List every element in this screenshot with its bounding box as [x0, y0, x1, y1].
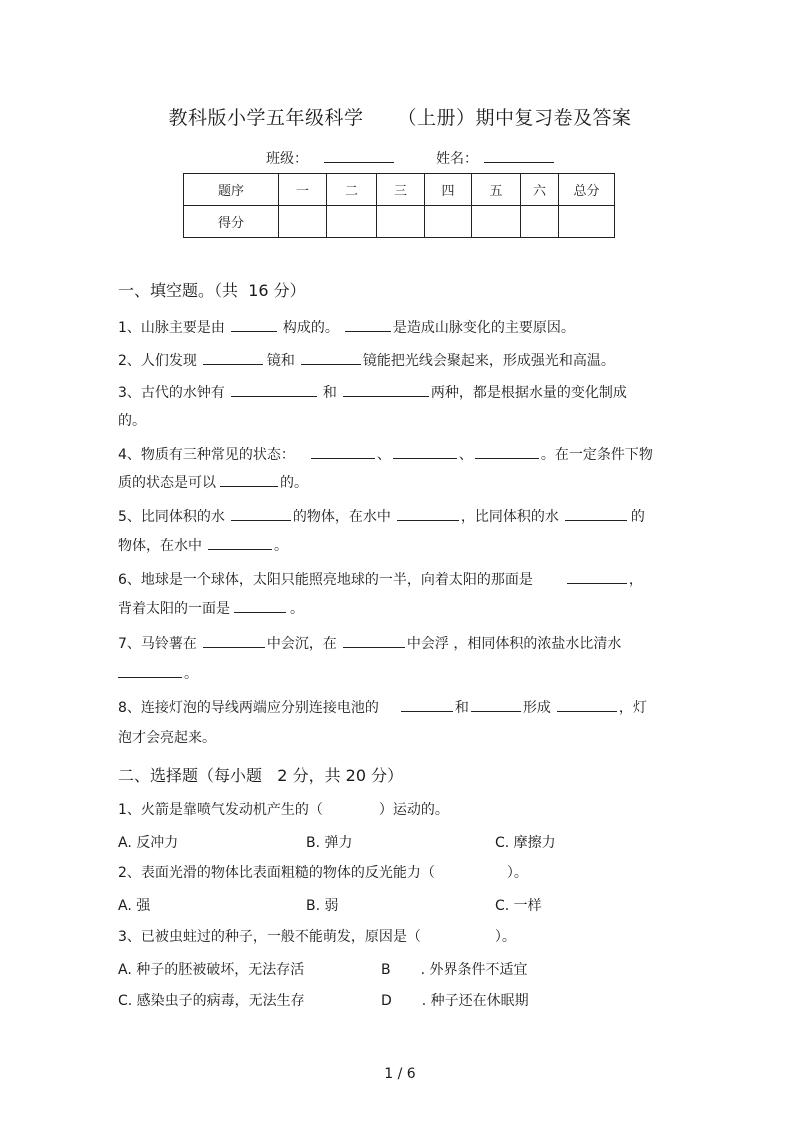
score-header-cell: 四 — [425, 174, 472, 206]
score-header-cell: 三 — [377, 174, 425, 206]
answer-blank[interactable] — [231, 318, 277, 332]
score-table-row — [184, 206, 615, 238]
answer-blank[interactable] — [301, 351, 361, 365]
class-label: 班级： — [266, 151, 308, 167]
section2-heading: 二、选择题（每小题 2 分，共 20 分） — [118, 766, 404, 785]
score-cell[interactable] — [377, 206, 425, 238]
answer-blank[interactable] — [401, 698, 453, 712]
answer-blank[interactable] — [475, 445, 539, 459]
question-1-1: 1、山脉主要是由 构成的。 是造成山脉变化的主要原因。 — [118, 320, 575, 336]
option-2-3-d[interactable]: D . 种子还在休眠期 — [381, 993, 529, 1009]
question-1-8: 8、连接灯泡的导线两端应分别连接电池的 和 形成 ，灯 — [118, 700, 647, 716]
name-label: 姓名： — [436, 151, 478, 167]
question-1-8-cont: 泡才会亮起来。 — [118, 730, 216, 746]
score-header-cell: 题序 — [184, 174, 279, 206]
question-1-7: 7、马铃薯在 中会沉，在 中会浮 ，相同体积的浓盐水比清水 — [118, 636, 622, 652]
score-cell[interactable] — [425, 206, 472, 238]
question-1-5-cont: 物体，在水中 。 — [118, 538, 288, 554]
answer-blank[interactable] — [557, 698, 617, 712]
option-2-2-b[interactable]: B. 弱 — [306, 898, 339, 914]
score-cell[interactable] — [559, 206, 615, 238]
answer-blank[interactable] — [471, 698, 521, 712]
answer-blank[interactable] — [393, 445, 457, 459]
question-1-3: 3、古代的水钟有 和 两种，都是根据水量的变化制成 — [118, 385, 627, 401]
answer-blank[interactable] — [231, 383, 317, 397]
question-1-4: 4、物质有三种常见的状态： 、 、 。在一定条件下物 — [118, 447, 653, 463]
question-1-3-cont: 的。 — [118, 413, 146, 429]
question-1-6: 6、地球是一个球体，太阳只能照亮地球的一半，向着太阳的那面是 ， — [118, 572, 643, 588]
answer-blank[interactable] — [203, 634, 265, 648]
option-2-3-c[interactable]: C. 感染虫子的病毒，无法生存 — [118, 993, 305, 1009]
question-1-4-cont: 质的状态是可以 的。 — [118, 475, 308, 491]
option-2-3-b[interactable]: B . 外界条件不适宜 — [381, 962, 528, 978]
score-cell[interactable] — [521, 206, 559, 238]
question-1-5: 5、比同体积的水 的物体，在水中 ，比同体积的水 的 — [118, 509, 645, 525]
score-row-label: 得分 — [184, 206, 279, 238]
name-field[interactable] — [436, 148, 554, 168]
page-title: 教科版小学五年级科学 （上册）期中复习卷及答案 — [168, 107, 632, 129]
option-2-1-a[interactable]: A. 反冲力 — [118, 835, 179, 851]
answer-blank[interactable] — [234, 599, 286, 613]
class-blank[interactable] — [324, 148, 394, 163]
answer-blank[interactable] — [345, 318, 391, 332]
answer-blank[interactable] — [311, 445, 375, 459]
option-2-2-a[interactable]: A. 强 — [118, 898, 151, 914]
section1-heading: 一、填空题。（共 16 分） — [118, 281, 306, 300]
answer-blank[interactable] — [343, 383, 429, 397]
question-2-1: 1、火箭是靠喷气发动机产生的（ ）运动的。 — [118, 802, 449, 818]
question-1-6-cont: 背着太阳的一面是 。 — [118, 601, 304, 617]
score-header-cell: 一 — [279, 174, 327, 206]
answer-blank[interactable] — [343, 634, 405, 648]
score-header-cell: 五 — [472, 174, 521, 206]
question-2-2: 2、表面光滑的物体比表面粗糙的物体的反光能力（ ）。 — [118, 865, 528, 881]
option-2-3-a[interactable]: A. 种子的胚被破坏，无法存活 — [118, 962, 305, 978]
answer-blank[interactable] — [565, 507, 627, 521]
answer-blank[interactable] — [220, 473, 278, 487]
option-2-2-c[interactable]: C. 一样 — [495, 898, 542, 914]
score-table — [183, 173, 615, 238]
answer-blank[interactable] — [118, 664, 182, 678]
score-cell[interactable] — [472, 206, 521, 238]
answer-blank[interactable] — [208, 536, 272, 550]
answer-blank[interactable] — [203, 351, 263, 365]
option-2-1-b[interactable]: B. 弹力 — [306, 835, 353, 851]
question-2-3: 3、已被虫蛀过的种子，一般不能萌发，原因是（ ）。 — [118, 929, 516, 945]
score-table-header-row — [184, 174, 615, 206]
class-field[interactable] — [266, 148, 394, 168]
name-blank[interactable] — [484, 148, 554, 163]
score-cell[interactable] — [327, 206, 377, 238]
option-2-1-c[interactable]: C. 摩擦力 — [495, 835, 556, 851]
answer-blank[interactable] — [231, 507, 291, 521]
page-number: 1 / 6 — [384, 1066, 416, 1082]
answer-blank[interactable] — [397, 507, 459, 521]
score-header-cell: 总分 — [559, 174, 615, 206]
question-1-2: 2、人们发现 镜和 镜能把光线会聚起来，形成强光和高温。 — [118, 353, 615, 369]
answer-blank[interactable] — [567, 570, 627, 584]
score-header-cell: 六 — [521, 174, 559, 206]
question-1-7-cont: 。 — [118, 663, 198, 683]
score-cell[interactable] — [279, 206, 327, 238]
score-header-cell: 二 — [327, 174, 377, 206]
